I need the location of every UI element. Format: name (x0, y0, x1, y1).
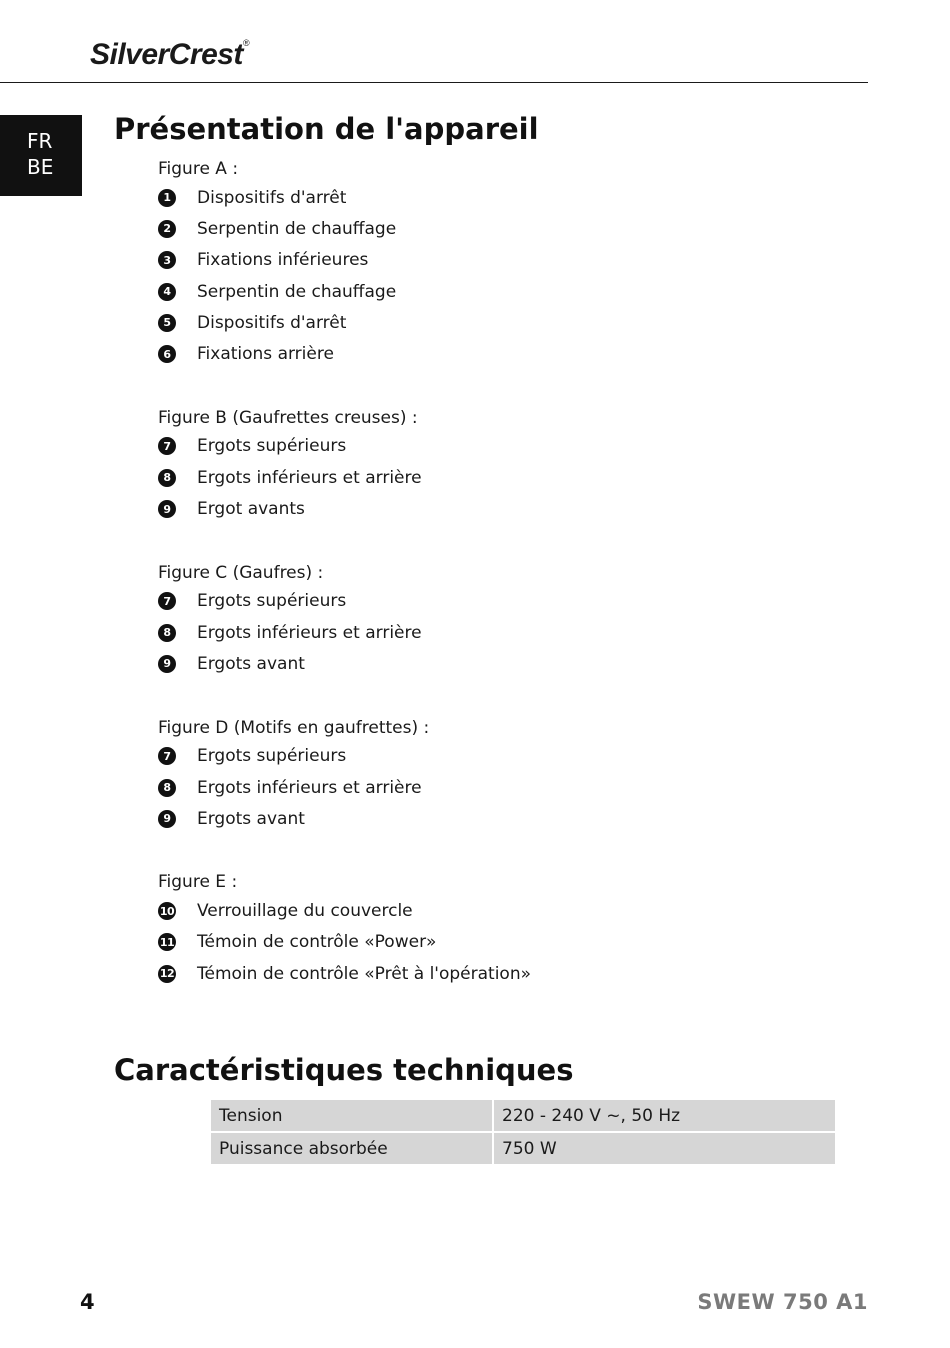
legend-item (158, 958, 858, 989)
specs-row (211, 1100, 835, 1131)
legend-item-label: Ergots inférieurs et arrière (197, 622, 422, 643)
legend-item-label: Ergots supérieurs (197, 746, 347, 767)
figure-title: Figure D (Motifs en gaufrettes) : (158, 717, 430, 738)
legend-item-label: Fixations inférieures (197, 250, 369, 271)
item-number-badge: 6 (158, 345, 176, 363)
brand-name: SilverCrest (90, 38, 243, 71)
legend-item (158, 741, 858, 772)
legend-item-label: Fixations arrière (197, 344, 334, 365)
item-number-badge: 11 (158, 933, 176, 951)
spec-value: 220 - 240 V ~, 50 Hz (494, 1100, 835, 1131)
item-number-badge: 9 (158, 500, 176, 518)
figure-legend-list (158, 156, 858, 1024)
item-number-badge: 8 (158, 624, 176, 642)
legend-item (158, 431, 858, 462)
specs-table (211, 1098, 835, 1166)
figure-group (158, 715, 858, 835)
legend-item-label: Ergots inférieurs et arrière (197, 467, 422, 488)
spec-name: Puissance absorbée (211, 1133, 494, 1164)
section-title-specs: Caractéristiques techniques (114, 1053, 574, 1087)
item-number-badge: 9 (158, 655, 176, 673)
legend-item-label: Ergot avants (197, 499, 305, 520)
figure-group (158, 560, 858, 680)
legend-item-label: Serpentin de chauffage (197, 218, 397, 239)
legend-item (158, 617, 858, 648)
legend-item (158, 213, 858, 244)
legend-item (158, 772, 858, 803)
item-number-badge: 5 (158, 314, 176, 332)
item-number-badge: 1 (158, 189, 176, 207)
item-number-badge: 9 (158, 810, 176, 828)
item-number-badge: 4 (158, 283, 176, 301)
language-tab (0, 115, 82, 196)
legend-item (158, 462, 858, 493)
item-number-badge: 3 (158, 251, 176, 269)
section-title-presentation: Présentation de l'appareil (114, 112, 539, 146)
legend-item-label: Ergots inférieurs et arrière (197, 777, 422, 798)
registered-mark: ® (242, 38, 250, 48)
legend-item-label: Témoin de contrôle «Power» (197, 932, 437, 953)
item-number-badge: 7 (158, 437, 176, 455)
item-number-badge: 8 (158, 779, 176, 797)
item-number-badge: 7 (158, 592, 176, 610)
legend-item-label: Dispositifs d'arrêt (197, 187, 347, 208)
legend-item-label: Ergots supérieurs (197, 436, 347, 457)
legend-item (158, 895, 858, 926)
figure-group (158, 156, 858, 370)
figure-group (158, 869, 858, 989)
language-code-be: BE (27, 155, 54, 179)
legend-item (158, 927, 858, 958)
figure-title: Figure A : (158, 159, 239, 179)
item-number-badge: 2 (158, 220, 176, 238)
legend-item (158, 307, 858, 338)
spec-name: Tension (211, 1100, 494, 1131)
legend-item (158, 245, 858, 276)
legend-item (158, 648, 858, 679)
legend-item (158, 276, 858, 307)
figure-title: Figure B (Gaufrettes creuses) : (158, 407, 418, 428)
figure-title: Figure E : (158, 872, 238, 893)
legend-item-label: Témoin de contrôle «Prêt à l'opération» (197, 963, 531, 984)
language-code-fr: FR (27, 129, 53, 153)
header-divider (0, 82, 868, 83)
item-number-badge: 12 (158, 965, 176, 983)
figure-group (158, 405, 858, 525)
legend-item (158, 493, 858, 524)
specs-row (211, 1133, 835, 1164)
item-number-badge: 7 (158, 747, 176, 765)
legend-item (158, 338, 858, 369)
legend-item-label: Verrouillage du couvercle (197, 901, 413, 922)
legend-item-label: Dispositifs d'arrêt (197, 312, 347, 333)
legend-item-label: Ergots avant (197, 808, 305, 829)
page-number: 4 (80, 1290, 95, 1314)
legend-item-label: Serpentin de chauffage (197, 281, 397, 302)
legend-item (158, 586, 858, 617)
item-number-badge: 10 (158, 902, 176, 920)
legend-item (158, 182, 858, 213)
legend-item (158, 803, 858, 834)
legend-item-label: Ergots avant (197, 653, 305, 674)
spec-value: 750 W (494, 1133, 835, 1164)
model-code: SWEW 750 A1 (697, 1290, 868, 1314)
item-number-badge: 8 (158, 469, 176, 487)
brand-logo (90, 38, 249, 72)
legend-item-label: Ergots supérieurs (197, 591, 347, 612)
figure-title: Figure C (Gaufres) : (158, 562, 324, 583)
